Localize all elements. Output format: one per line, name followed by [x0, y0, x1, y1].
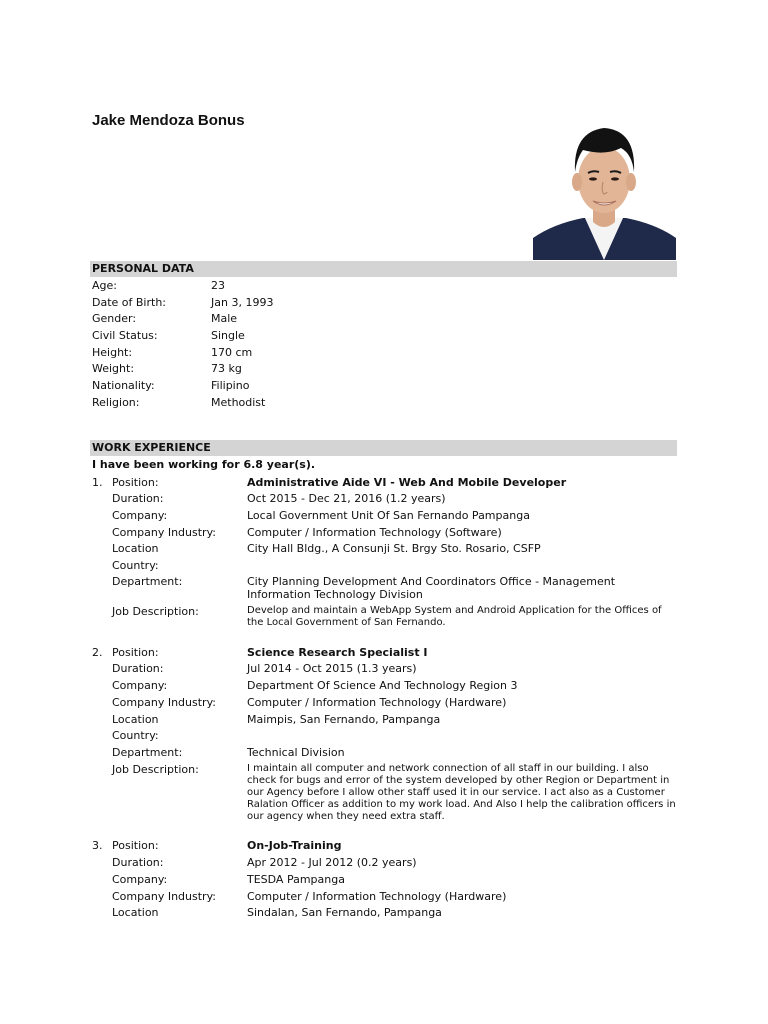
dob-value: Jan 3, 1993 [211, 296, 274, 309]
job-2-duration-label: Duration: [112, 662, 164, 675]
job-3-location: Sindalan, San Fernando, Pampanga [247, 906, 442, 919]
job-3-duration-label: Duration: [112, 856, 164, 869]
dob-label: Date of Birth: [92, 296, 167, 309]
age-value: 23 [211, 279, 225, 292]
job-1-department-label: Department: [112, 575, 183, 588]
job-1-jobdesc-label: Job Description: [112, 605, 199, 618]
nationality-value: Filipino [211, 379, 250, 392]
civil-status-value: Single [211, 329, 245, 342]
job-1-position: Administrative Aide VI - Web And Mobile Developer [247, 476, 567, 489]
job-2-industry-label: Company Industry: [112, 696, 216, 709]
gender-value: Male [211, 312, 238, 325]
job-1-country-label: Country: [112, 559, 159, 572]
job-2-number: 2. [92, 646, 103, 659]
job-2-duration: Jul 2014 - Oct 2015 (1.3 years) [247, 662, 417, 675]
job-3-duration: Apr 2012 - Jul 2012 (0.2 years) [247, 856, 417, 869]
job-1-number: 1. [92, 476, 103, 489]
work-experience-header: WORK EXPERIENCE [90, 440, 677, 456]
job-2-department-label: Department: [112, 746, 183, 759]
job-1-location-label: Location [112, 542, 159, 555]
job-1-position-label: Position: [112, 476, 159, 489]
job-3-position-label: Position: [112, 839, 159, 852]
job-1-company: Local Government Unit Of San Fernando Pampanga [247, 509, 530, 522]
religion-label: Religion: [92, 396, 140, 409]
job-2-industry: Computer / Information Technology (Hardware) [247, 696, 507, 709]
job-2-location-label: Location [112, 713, 159, 726]
work-summary: I have been working for 6.8 year(s). [92, 458, 316, 471]
nationality-label: Nationality: [92, 379, 155, 392]
job-3-number: 3. [92, 839, 103, 852]
profile-photo [533, 110, 676, 260]
job-3-industry: Computer / Information Technology (Hardware) [247, 890, 507, 903]
religion-value: Methodist [211, 396, 266, 409]
job-1-location: City Hall Bldg., A Consunji St. Brgy Sto. Rosario, CSFP [247, 542, 541, 555]
gender-label: Gender: [92, 312, 137, 325]
weight-label: Weight: [92, 362, 135, 375]
job-1-duration: Oct 2015 - Dec 21, 2016 (1.2 years) [247, 492, 446, 505]
job-1-department: City Planning Development And Coordinators Office - Management Information Technology Division [247, 575, 616, 601]
weight-value: 73 kg [211, 362, 242, 375]
job-2-company-label: Company: [112, 679, 168, 692]
job-3-company: TESDA Pampanga [247, 873, 345, 886]
job-2-jobdesc-label: Job Description: [112, 763, 199, 776]
job-2-position: Science Research Specialist I [247, 646, 428, 659]
job-1-duration-label: Duration: [112, 492, 164, 505]
height-label: Height: [92, 346, 133, 359]
job-3-company-label: Company: [112, 873, 168, 886]
job-2-position-label: Position: [112, 646, 159, 659]
job-2-jobdesc: I maintain all computer and network connection of all staff in our building. I also check for bugs and error of the system developed by other Region or Department in our Agency before I allow other staff used it in our service. I act also as a Customer Ralation Officer as addition to my work load. And Also I help the calibration officers in our agency when they need extra staff. [247, 763, 676, 822]
personal-data-header: PERSONAL DATA [90, 261, 677, 277]
civil-status-label: Civil Status: [92, 329, 158, 342]
job-2-company: Department Of Science And Technology Region 3 [247, 679, 518, 692]
job-1-industry: Computer / Information Technology (Software) [247, 526, 502, 539]
job-3-position: On-Job-Training [247, 839, 342, 852]
age-label: Age: [92, 279, 117, 292]
job-3-industry-label: Company Industry: [112, 890, 216, 903]
job-1-jobdesc: Develop and maintain a WebApp System and Android Application for the Offices of the Local Government of San Fernando. [247, 605, 662, 628]
job-2-country-label: Country: [112, 729, 159, 742]
candidate-name: Jake Mendoza Bonus [92, 112, 245, 129]
job-1-company-label: Company: [112, 509, 168, 522]
job-2-department: Technical Division [247, 746, 345, 759]
height-value: 170 cm [211, 346, 253, 359]
job-2-location: Maimpis, San Fernando, Pampanga [247, 713, 441, 726]
job-1-industry-label: Company Industry: [112, 526, 216, 539]
job-3-location-label: Location [112, 906, 159, 919]
